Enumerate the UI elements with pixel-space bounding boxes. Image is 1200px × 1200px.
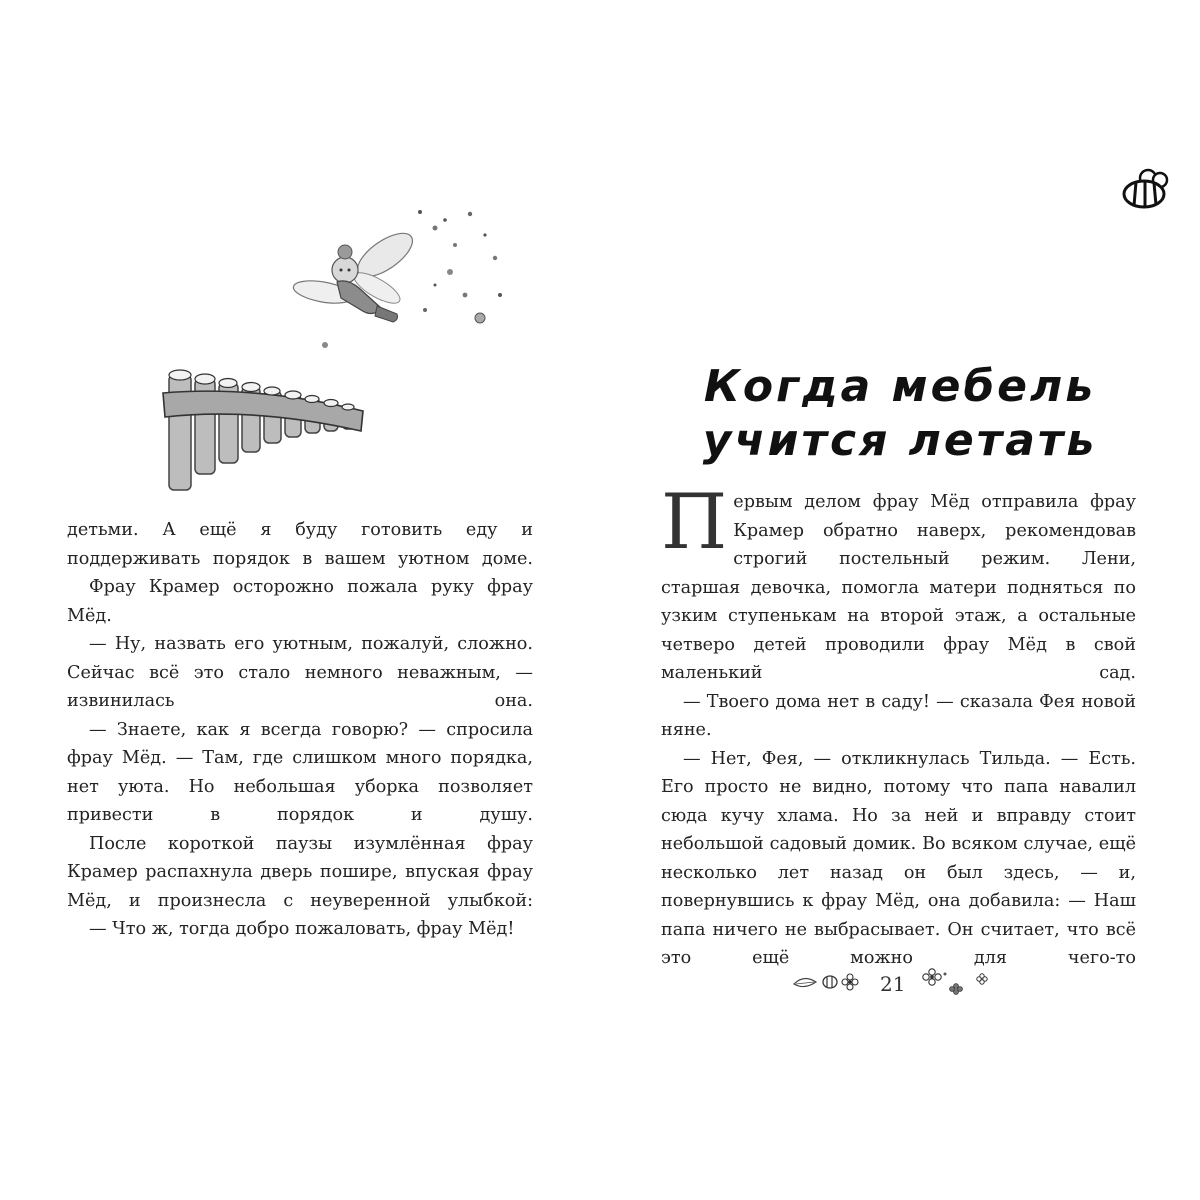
panpipe-illustration xyxy=(155,355,370,495)
right-paragraph: — Твоего дома нет в саду! — сказала Фея новой няне. xyxy=(661,691,1136,740)
right-first-paragraph xyxy=(661,477,1136,688)
chapter-title-line: учится летать xyxy=(702,415,1098,466)
left-paragraph: Фрау Крамер осторожно пожала руку фрау Мёд. xyxy=(67,577,533,626)
left-paragraph: — Ну, назвать его уютным, пожалуй, сложно. Сейчас всё это стало немного неважным, — извинилась она. xyxy=(67,634,533,711)
page-number: 21 xyxy=(880,972,906,996)
left-paragraph: — Что ж, тогда добро пожаловать, фрау Мёд! xyxy=(89,919,515,939)
left-page-text xyxy=(67,516,533,944)
left-paragraph: После короткой паузы изумлённая фрау Крамер распахнула дверь пошире, впуская фрау Мёд, и произнесла с неуверенной улыбкой: xyxy=(67,833,533,911)
right-paragraph: — Нет, Фея, — откликнулась Тильда. — Есть. Его просто не видно, потому что папа навалил сюда кучу хлама. Но за ней и вправду стоит небольшой садовый домик. Во всяком случае, ещё несколько лет назад он был здесь, — и, повернувшись к фрау Мёд, она добавила: — Наш папа ничего не выбрасывает. Он считает, что всё это ещё можно для чего-то xyxy=(661,748,1136,968)
right-page xyxy=(600,0,1200,1200)
fairy-illustration xyxy=(285,200,525,360)
first-paragraph-text: ервым делом фрау Мёд отправила фрау Крамер обратно наверх, рекомендовав строгий постельный режим. Лени, старшая девочка, помогла матери подняться по узким ступенькам на второй этаж, а остальные четверо детей проводили фрау Мёд в свой маленький сад. xyxy=(661,492,1136,683)
left-paragraph: — Знаете, как я всегда говорю? — спросила фрау Мёд. — Там, где слишком много порядка, нет уюта. Но небольшая уборка позволяет привести в порядок и душу. xyxy=(67,719,533,825)
chapter-title-line: Когда мебель xyxy=(703,361,1097,412)
flower-ornament xyxy=(918,964,998,996)
drop-cap: П xyxy=(661,477,728,566)
chapter-title xyxy=(690,360,1110,468)
bee-icon xyxy=(1118,168,1170,212)
right-page-text xyxy=(661,477,1136,973)
left-paragraph: детьми. А ещё я буду готовить еду и поддерживать порядок в вашем уютном доме. xyxy=(67,520,533,569)
flower-ornament xyxy=(790,968,870,998)
